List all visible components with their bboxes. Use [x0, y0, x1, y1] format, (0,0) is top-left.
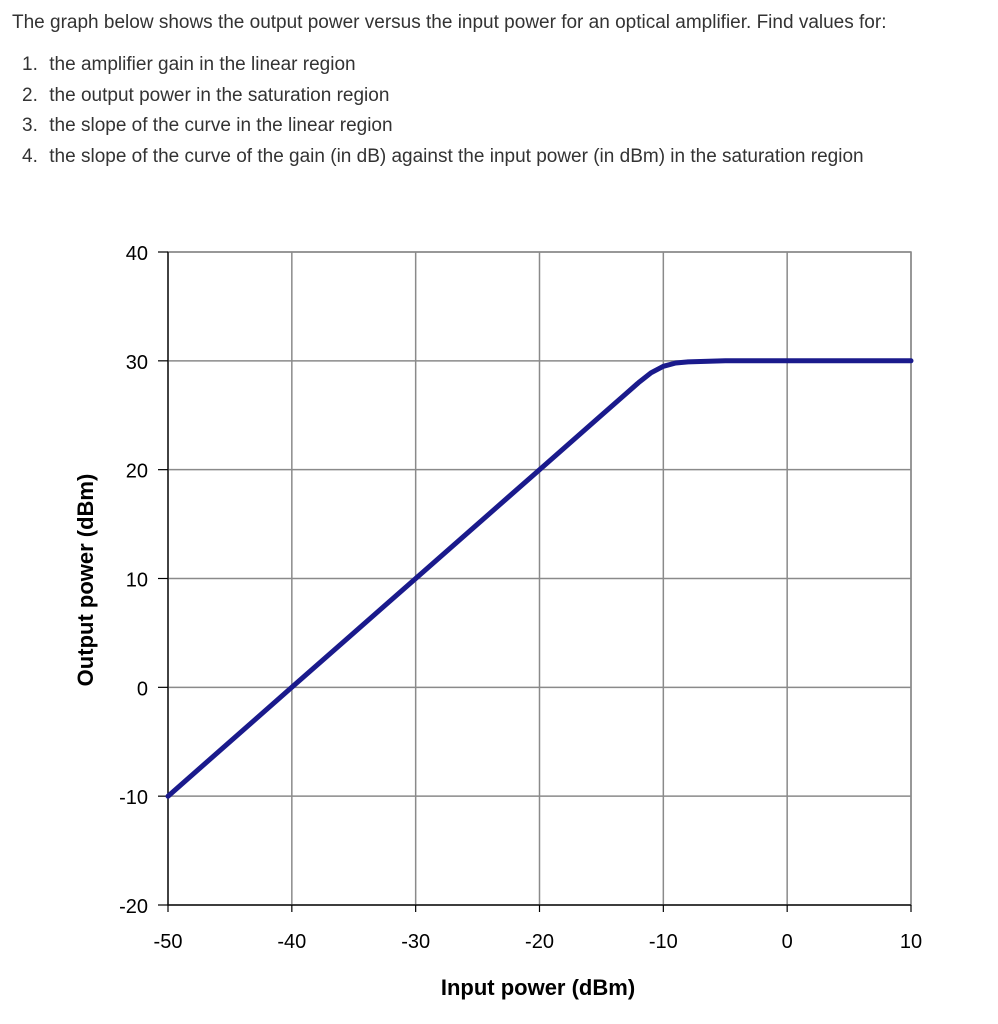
x-tick-label: -20 [525, 931, 554, 953]
y-tick-label: -20 [119, 896, 148, 918]
x-tick-label: 10 [899, 931, 923, 953]
question-item-text: the slope of the curve in the linear region [49, 115, 393, 136]
question-item-number: 3. [22, 115, 38, 136]
tick-labels [119, 243, 922, 953]
y-tick-label: 20 [125, 460, 148, 483]
tick-marks [158, 252, 911, 912]
question-intro: The graph below shows the output power versus the input power for an optical amplifier. Find values for: [12, 12, 887, 33]
question-item-text: the output power in the saturation region [49, 84, 390, 106]
y-tick-label: -10 [119, 787, 148, 810]
x-tick-label: 0 [781, 931, 793, 953]
x-tick-label: -50 [153, 931, 183, 953]
x-axis-title: Input power (dBm) [440, 975, 636, 1000]
question-item-number: 4. [22, 145, 38, 167]
x-tick-label: -30 [401, 931, 431, 953]
question-item-number: 1. [22, 54, 38, 75]
question-item-number: 2. [22, 84, 38, 106]
question-item-text: the amplifier gain in the linear region [49, 54, 356, 75]
x-tick-label: -10 [648, 931, 678, 953]
y-tick-label: 10 [125, 569, 148, 592]
x-tick-label: -40 [277, 931, 307, 953]
question-item-text: the slope of the curve of the gain (in dB) against the input power (in dBm) in the saturation region [49, 145, 864, 167]
y-tick-label: 0 [136, 678, 148, 701]
y-tick-label: 30 [125, 351, 148, 374]
y-axis-title: Output power (dBm) [73, 473, 98, 687]
grid-layer [168, 252, 911, 905]
y-tick-label: 40 [125, 243, 148, 265]
